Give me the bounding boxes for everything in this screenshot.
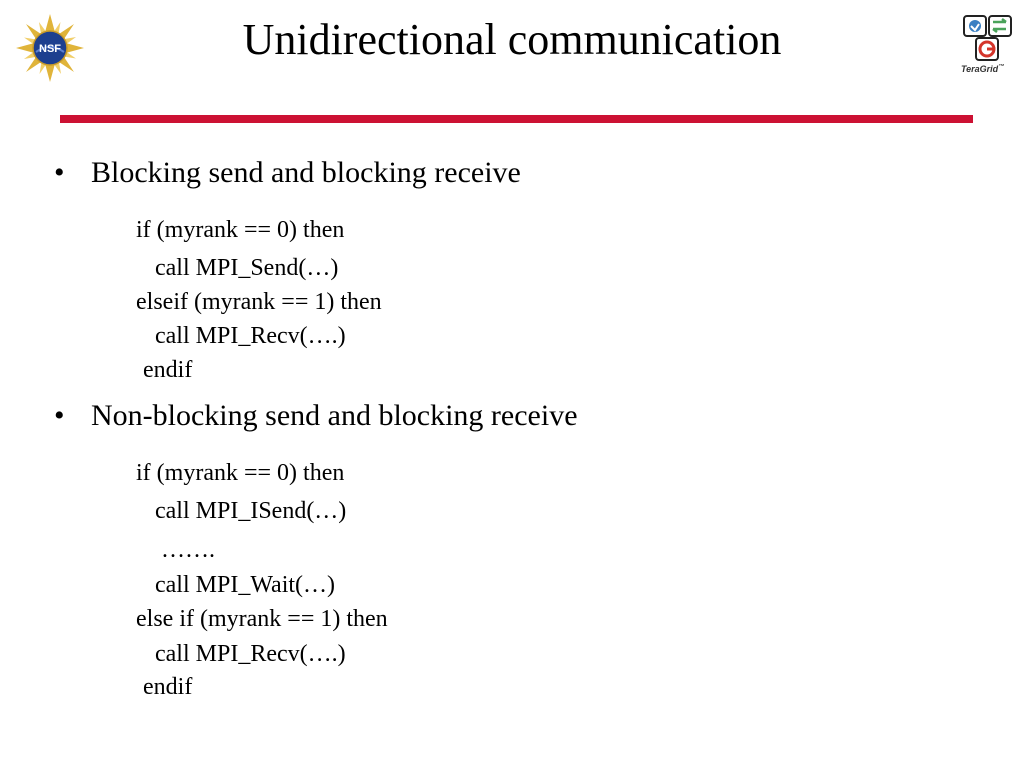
code-line: call MPI_ISend(…) [155, 498, 347, 524]
code-line: if (myrank == 0) then [136, 217, 345, 243]
code-line: else if (myrank == 1) then [136, 606, 388, 632]
code-line: endif [143, 357, 193, 383]
bullet-label: Non-blocking send and blocking receive [91, 399, 578, 432]
code-line: call MPI_Send(…) [155, 255, 339, 281]
code-line: ……. [161, 537, 215, 563]
bullet-nonblocking [54, 399, 578, 433]
code-line: endif [143, 674, 193, 700]
teragrid-wordmark: TeraGrid™ [961, 64, 1005, 74]
nsf-logo-text: NSF [39, 43, 61, 55]
code-line: elseif (myrank == 1) then [136, 289, 382, 315]
bullet-blocking [54, 156, 521, 190]
title-rule [60, 115, 973, 123]
code-line: call MPI_Recv(….) [155, 641, 346, 667]
bullet-label: Blocking send and blocking receive [91, 156, 521, 189]
code-line: if (myrank == 0) then [136, 460, 345, 486]
slide-title: Unidirectional communication [242, 15, 782, 64]
bullet-marker: • [54, 156, 65, 189]
code-line: call MPI_Wait(…) [155, 572, 336, 598]
code-line: call MPI_Recv(….) [155, 323, 346, 349]
bullet-marker: • [54, 399, 65, 432]
